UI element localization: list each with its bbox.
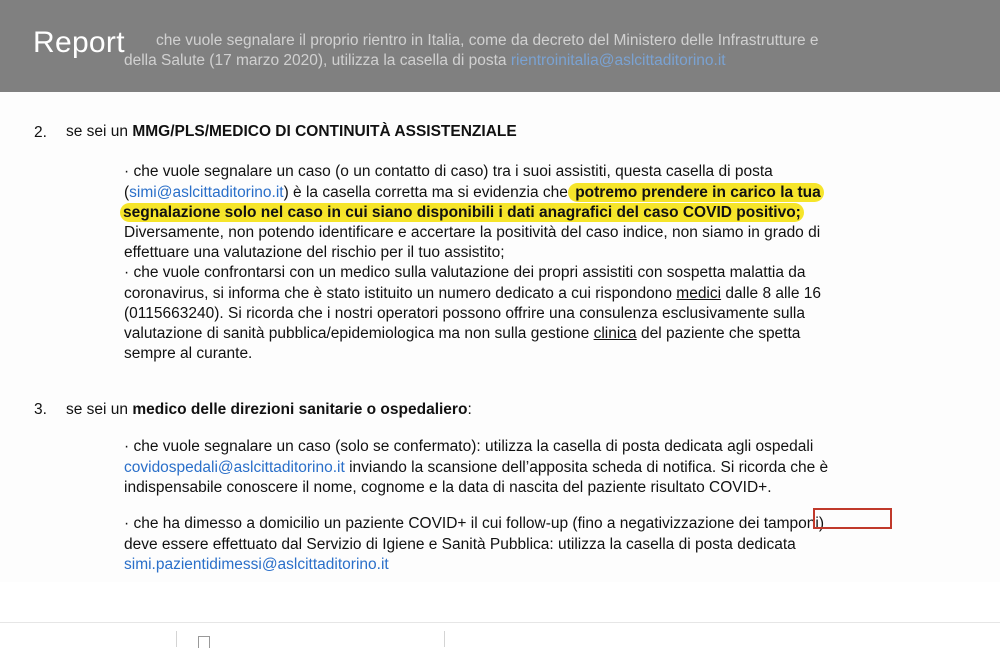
highlight-text: potremo prendere in carico la tua — [568, 183, 824, 202]
s3-bullet1-line2: covidospedali@aslcittaditorino.it inviando la scansione dell’apposita scheda di notifica. Si ricorda che è — [124, 459, 829, 476]
s3-bullet1-line1: · che vuole segnalare un caso (solo se confermato): utilizza la casella di posta dedicata agli ospedali — [124, 438, 814, 455]
email-link-covidospedali[interactable]: covidospedali@aslcittaditorino.it — [124, 459, 345, 476]
ghost-text-line2: della Salute (17 marzo 2020), utilizza la casella di posta rientroinitalia@aslcittaditorino.it — [124, 52, 726, 69]
page-title: Report — [33, 26, 125, 59]
toolbar-separator — [176, 631, 177, 647]
email-link-simi[interactable]: simi@aslcittaditorino.it — [129, 184, 284, 201]
s2-bullet1-line2: (simi@aslcittaditorino.it) è la casella corretta ma si evidenzia che potremo prendere in carico la tua — [124, 183, 824, 203]
section-3-heading: se sei un medico delle direzioni sanitarie o ospedaliero: — [66, 401, 472, 418]
s2-bullet2-line1: · che vuole confrontarsi con un medico sulla valutazione dei propri assistiti con sospetta malattia da — [124, 264, 806, 281]
toolbar-separator — [444, 631, 445, 647]
section-3-number: 3. — [34, 401, 47, 418]
ghost-text-line1: che vuole segnalare il proprio rientro in Italia, come da decreto del Ministero delle Infrastrutture e — [156, 32, 819, 49]
s3-bullet1-line3: indispensabile conoscere il nome, cognome e la data di nascita del paziente risultato COVID+. — [124, 479, 772, 496]
s2-bullet1-line4: Diversamente, non potendo identificare e accertare la positività del caso indice, non siamo in grado di — [124, 224, 821, 241]
s3-bullet2-line3 — [124, 555, 389, 575]
document-icon[interactable] — [198, 636, 210, 648]
s2-bullet1-line5: effettuare una valutazione del rischio per il tuo assistito; — [124, 244, 505, 261]
email-link-simi-pazientidimessi[interactable]: simi.pazientidimessi@aslcittaditorino.it — [124, 556, 389, 573]
s2-bullet2-line4: valutazione di sanità pubblica/epidemiologica ma non sulla gestione clinica del paziente che spetta — [124, 325, 801, 342]
s2-bullet1-line3 — [120, 203, 804, 223]
s2-bullet2-line5: sempre al curante. — [124, 345, 253, 362]
s3-bullet2-line2: deve essere effettuato dal Servizio di Igiene e Sanità Pubblica: utilizza la casella di posta dedicata — [124, 536, 796, 553]
section-2-number: 2. — [34, 124, 47, 141]
highlight-text: segnalazione solo nel caso in cui siano disponibili i dati anagrafici del caso COVID positivo; — [120, 203, 804, 222]
redaction-box — [813, 508, 892, 529]
s2-bullet1-line1: · che vuole segnalare un caso (o un contatto di caso) tra i suoi assistiti, questa casella di posta — [124, 163, 773, 180]
s2-bullet2-line2: coronavirus, si informa che è stato istituito un numero dedicato a cui rispondono medici dalle 8 alle 16 — [124, 285, 822, 302]
s3-bullet2-line1: · che ha dimesso a domicilio un paziente COVID+ il cui follow-up (fino a negativizzazione dei tamponi) — [124, 515, 825, 532]
section-2-heading: se sei un MMG/PLS/MEDICO DI CONTINUITÀ ASSISTENZIALE — [66, 123, 517, 140]
s2-bullet2-line3: (0115663240). Si ricorda che i nostri operatori possono offrire una consulenza esclusivamente sulla — [124, 305, 805, 322]
bottom-toolbar — [0, 622, 1000, 647]
report-header-overlay — [0, 0, 1000, 92]
